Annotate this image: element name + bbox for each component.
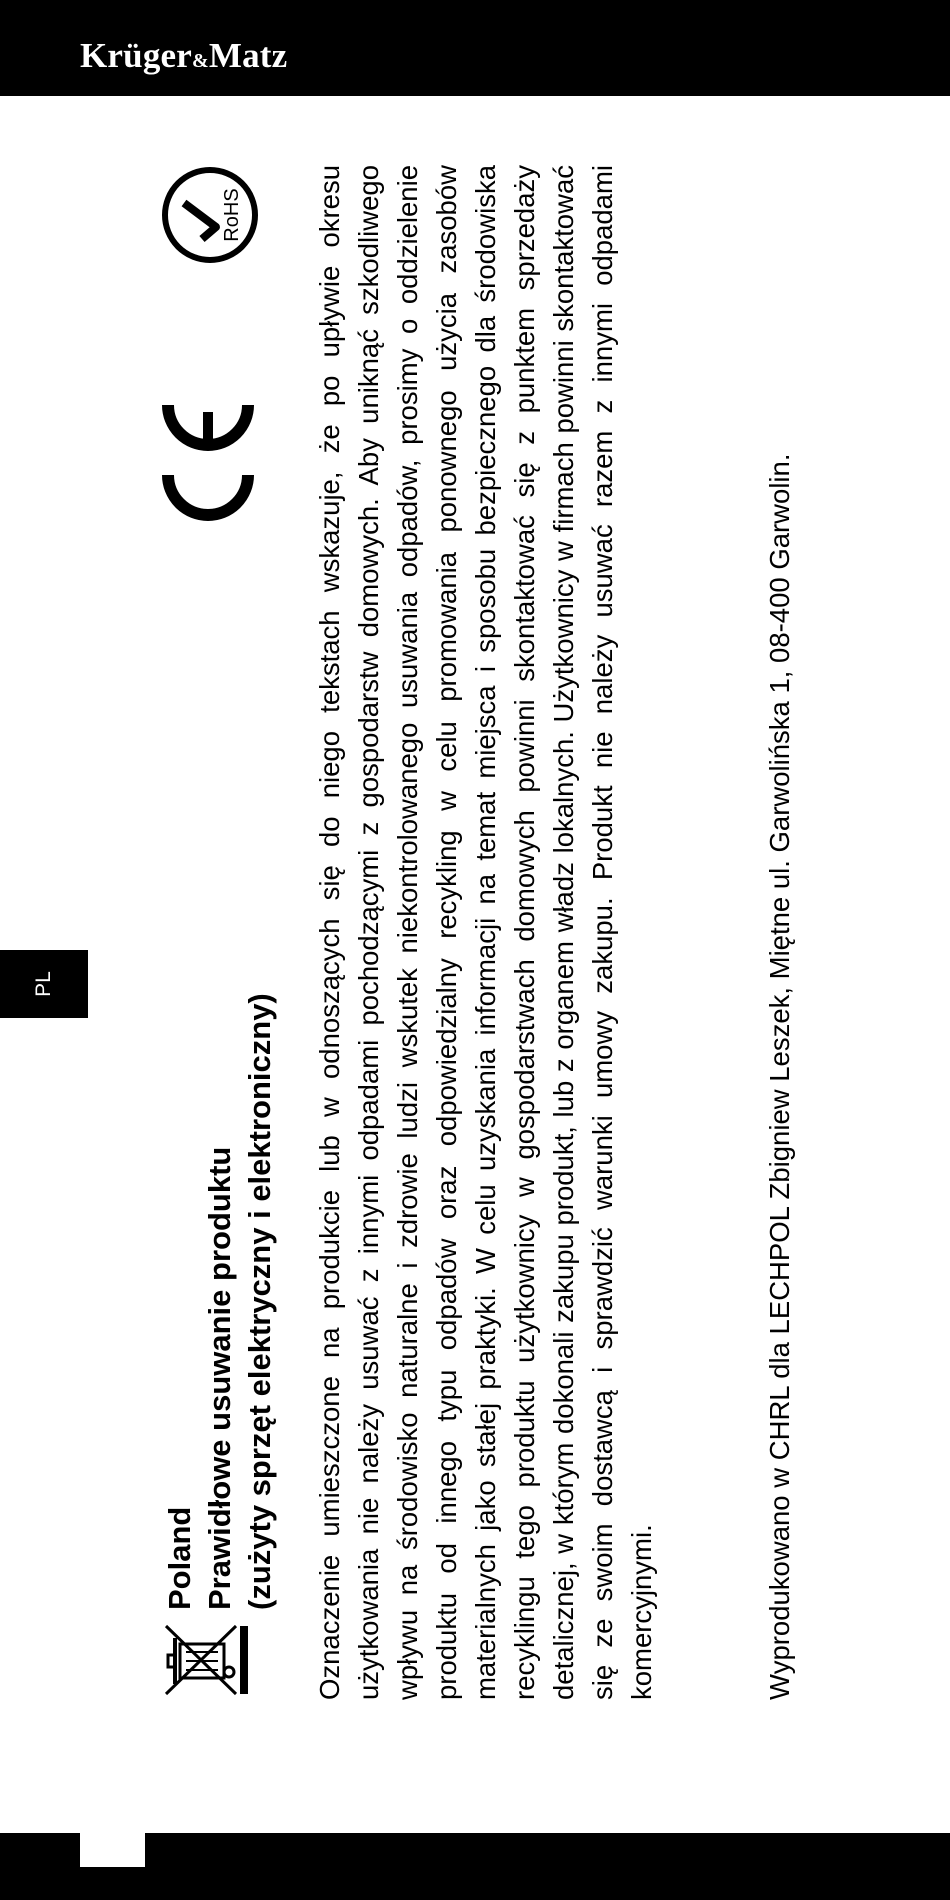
section-heading [160,993,280,1610]
rohs-compliance-icon [160,165,260,265]
weee-bin-icon [160,1620,248,1700]
section-title: Prawidłowe usuwanie produktu [202,1146,237,1610]
brand-logo: Krüger&Matz [80,36,288,75]
manufacturer-info: Wyprodukowano w CHRL dla LECHPOL Zbigniew Leszek, Miętne ul. Garwolińska 1, 08-400 Garwolin. [764,453,795,1700]
footer-tab [80,1833,145,1867]
ce-mark-icon [160,400,255,530]
language-tab [0,950,88,1018]
disposal-instructions: Oznaczenie umieszczone na produkcie lub w odnoszących się do niego tekstach wskazuje, że po upływie okresu użytkowania nie należy usuwać z innymi odpadami pochodzącymi z gospodarstw domowych. Aby uniknąć szkodliwego wpływu na środowisko naturalne i zdrowie ludzi wskutek niekontrolowanego usuwania odpadów, prosimy o oddzielenie produktu od innego typu odpadów oraz odpowiedzialny recykling w celu promowania ponownego użycia zasobów materialnych jako stałej praktyki. W celu uzyskania informacji na temat miejsca i sposobu bezpiecznego dla środowiska recyklingu tego produktu użytkownicy w gospodarstwach domowych powinni skontaktować się z punktem sprzedaży detalicznej, w którym dokonali zakupu produkt, lub z organem władz lokalnych. Użytkownicy w firmach powinni skontaktować się ze swoim dostawcą i sprawdzić warunki umowy zakupu. Produkt nie należy usuwać razem z innymi odpadami komercyjnymi. [314,165,657,1700]
rotated-content [160,160,800,1700]
section-subtitle: (zużyty sprzęt elektryczny i elektroniczny) [242,993,277,1610]
country-label: Poland [162,1506,197,1610]
rohs-label: RoHS [221,188,243,242]
language-tab-label: PL [32,971,55,997]
header-bar [0,0,950,96]
